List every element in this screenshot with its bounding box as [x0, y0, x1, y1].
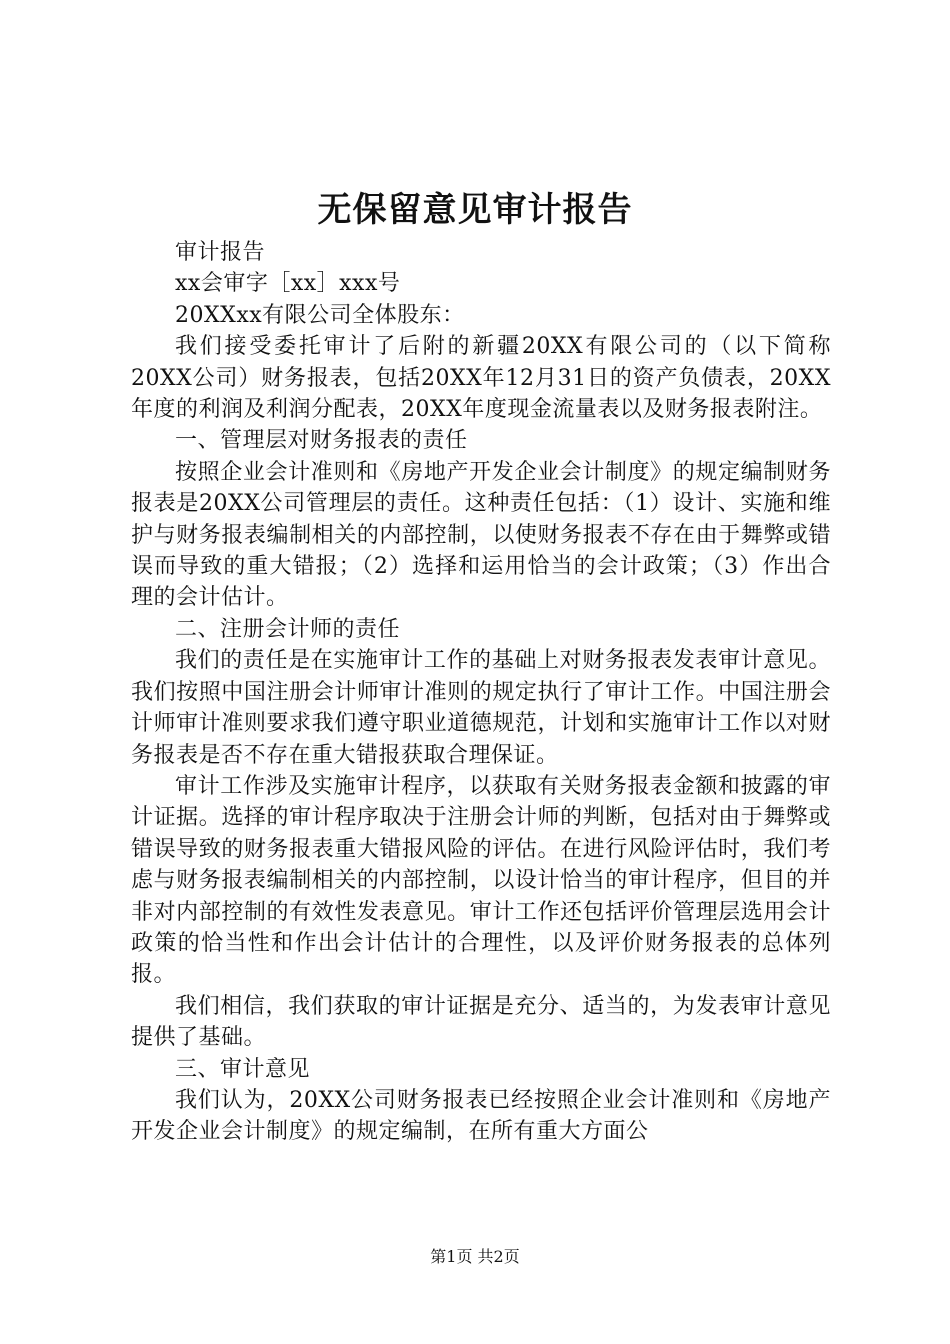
document-body [131, 237, 831, 1148]
paragraph-auditor-responsibility: 我们的责任是在实施审计工作的基础上对财务报表发表审计意见。我们按照中国注册会计师审计准则的规定执行了审计工作。中国注册会计师审计准则要求我们遵守职业道德规范，计划和实施审计工作以对财务报表是否不存在重大错报获取合理保证。 [131, 648, 831, 768]
paragraph-report-heading: 审计报告 [175, 240, 266, 265]
paragraph-opinion: 我们认为，20XX公司财务报表已经按照企业会计准则和《房地产开发企业会计制度》的规定编制，在所有重大方面公 [131, 1087, 831, 1145]
paragraph-audit-procedures: 审计工作涉及实施审计程序，以获取有关财务报表金额和披露的审计证据。选择的审计程序取决于注册会计师的判断，包括对由于舞弊或错误导致的财务报表重大错报风险的评估。在进行风险评估时，我们考虑与财务报表编制相关的内部控制，以设计恰当的审计程序，但目的并非对内部控制的有效性发表意见。审计工作还包括评价管理层选用会计政策的恰当性和作出会计估计的合理性，以及评价财务报表的总体列报。 [131, 773, 831, 988]
paragraph-addressee: 20XXxx有限公司全体股东： [175, 302, 465, 328]
document-title: 无保留意见审计报告 [317, 190, 633, 230]
paragraph-audit-evidence: 我们相信，我们获取的审计证据是充分、适当的，为发表审计意见提供了基础。 [131, 993, 831, 1051]
section-heading-opinion: 三、审计意见 [175, 1056, 311, 1082]
paragraph-report-number: xx会审字［xx］xxx号 [175, 271, 401, 297]
page-footer: 第1页 共2页 [430, 1247, 520, 1266]
section-heading-auditor: 二、注册会计师的责任 [175, 616, 401, 642]
paragraph-intro: 我们接受委托审计了后附的新疆20XX有限公司的（以下简称20XX公司）财务报表，包括20XX年12月31日的资产负债表，20XX年度的利润及利润分配表，20XX年度现金流量表以及财务报表附注。 [131, 334, 831, 423]
paragraph-management-responsibility: 按照企业会计准则和《房地产开发企业会计制度》的规定编制财务报表是20XX公司管理层的责任。这种责任包括：（1）设计、实施和维护与财务报表编制相关的内部控制，以使财务报表不存在由于舞弊或错误而导致的重大错报；（2）选择和运用恰当的会计政策；（3）作出合理的会计估计。 [131, 459, 831, 611]
section-heading-management: 一、管理层对财务报表的责任 [175, 428, 468, 454]
